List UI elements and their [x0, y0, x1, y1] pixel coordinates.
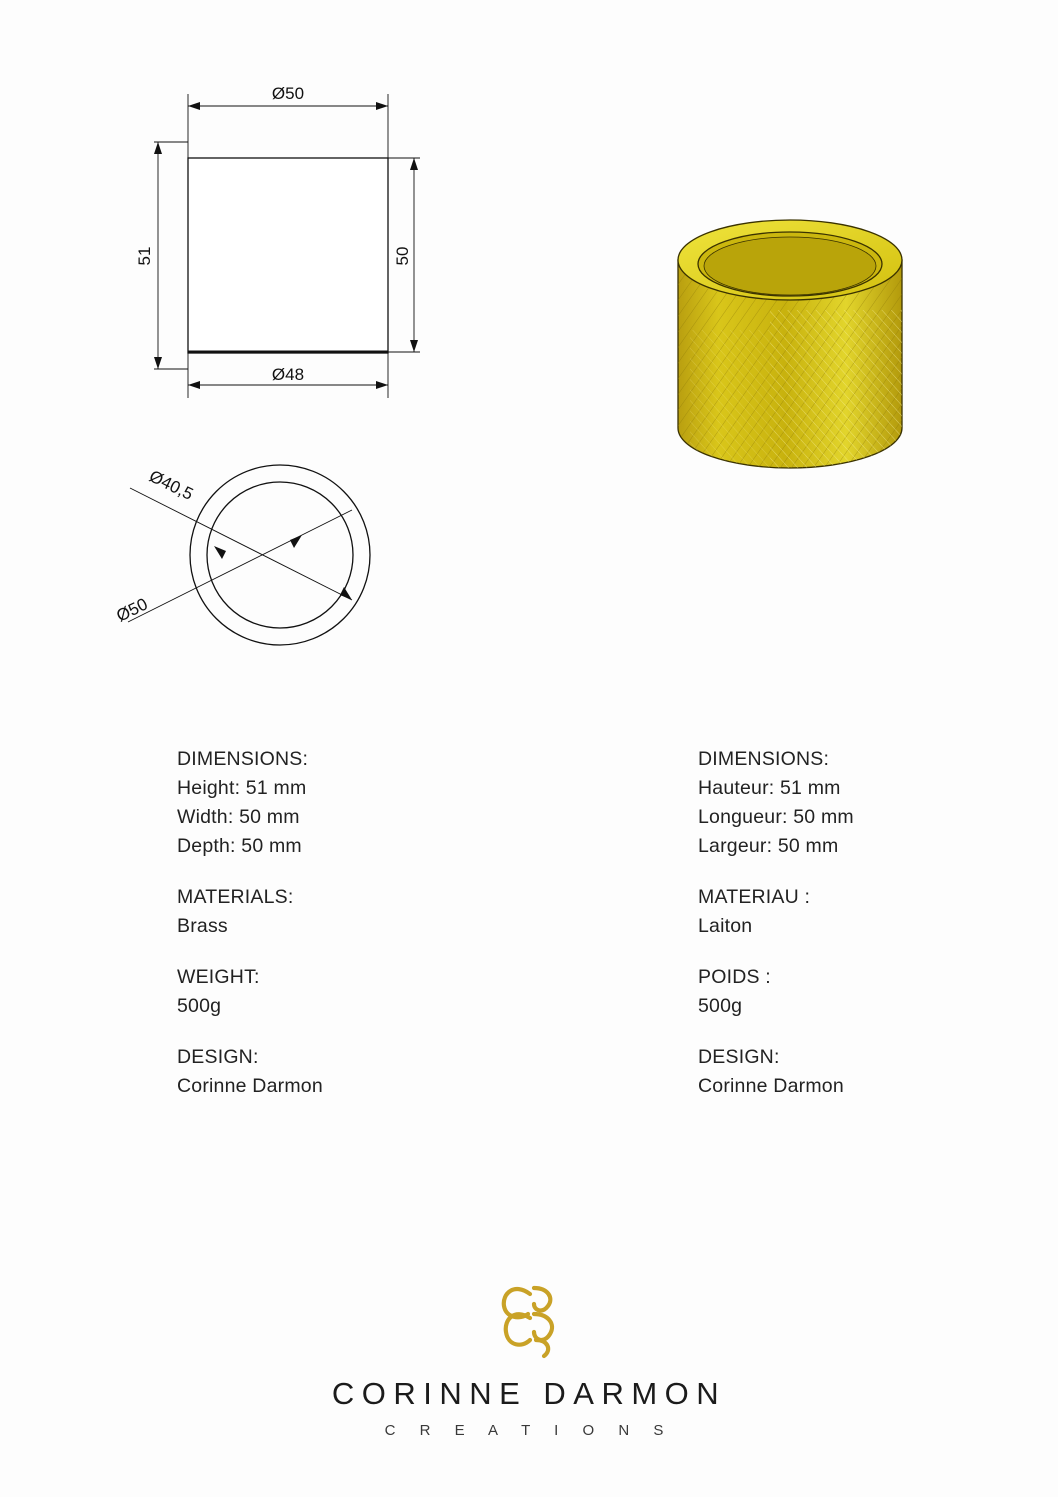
front-right-dimension-label: 50	[393, 246, 412, 266]
spec-en-weight	[177, 963, 323, 1021]
spec-en-width: Width: 50 mm	[177, 806, 300, 828]
specifications-french	[698, 745, 854, 1123]
spec-en-design	[177, 1043, 323, 1101]
front-bottom-dimension-label: Ø48	[271, 365, 305, 384]
spec-fr-dimensions-label: DIMENSIONS:	[698, 748, 830, 770]
spec-fr-height: Hauteur: 51 mm	[698, 777, 841, 799]
brand-subtitle: C R E A T I O N S	[384, 1422, 674, 1439]
spec-fr-depth: Largeur: 50 mm	[698, 835, 839, 857]
spec-en-weight-value: 500g	[177, 995, 222, 1017]
specifications-english	[177, 745, 323, 1123]
spec-fr-design	[698, 1043, 854, 1101]
top-inner-dimension-label: Ø40,5	[146, 466, 197, 504]
spec-fr-width: Longueur: 50 mm	[698, 806, 854, 828]
brand-monogram-icon	[0, 1274, 1058, 1370]
spec-en-design-label: DESIGN:	[177, 1046, 259, 1068]
spec-en-materials-label: MATERIALS:	[177, 886, 294, 908]
spec-fr-materials-label: MATERIAU :	[698, 886, 811, 908]
spec-fr-weight-label: POIDS :	[698, 966, 771, 988]
product-perspective-render	[660, 200, 920, 500]
spec-fr-weight-value: 500g	[698, 995, 743, 1017]
top-outer-dimension-label: Ø50	[113, 594, 151, 626]
front-view-drawing	[120, 80, 450, 410]
front-left-dimension-label: 51	[135, 246, 154, 266]
spec-fr-design-label: DESIGN:	[698, 1046, 780, 1068]
spec-fr-dimensions	[698, 745, 854, 861]
spec-fr-design-value: Corinne Darmon	[698, 1075, 844, 1097]
spec-en-dimensions-label: DIMENSIONS:	[177, 748, 309, 770]
front-top-dimension-label: Ø50	[271, 84, 305, 103]
spec-en-materials	[177, 883, 323, 941]
spec-en-design-value: Corinne Darmon	[177, 1075, 323, 1097]
spec-fr-materials	[698, 883, 854, 941]
footer-branding	[0, 1274, 1058, 1439]
spec-en-height: Height: 51 mm	[177, 777, 307, 799]
spec-en-depth: Depth: 50 mm	[177, 835, 302, 857]
spec-fr-materials-value: Laiton	[698, 915, 753, 937]
spec-en-dimensions	[177, 745, 323, 861]
brand-name: CORINNE DARMON	[331, 1376, 727, 1411]
top-view-drawing	[90, 440, 420, 670]
spec-en-materials-value: Brass	[177, 915, 228, 937]
spec-en-weight-label: WEIGHT:	[177, 966, 260, 988]
spec-fr-weight	[698, 963, 854, 1021]
